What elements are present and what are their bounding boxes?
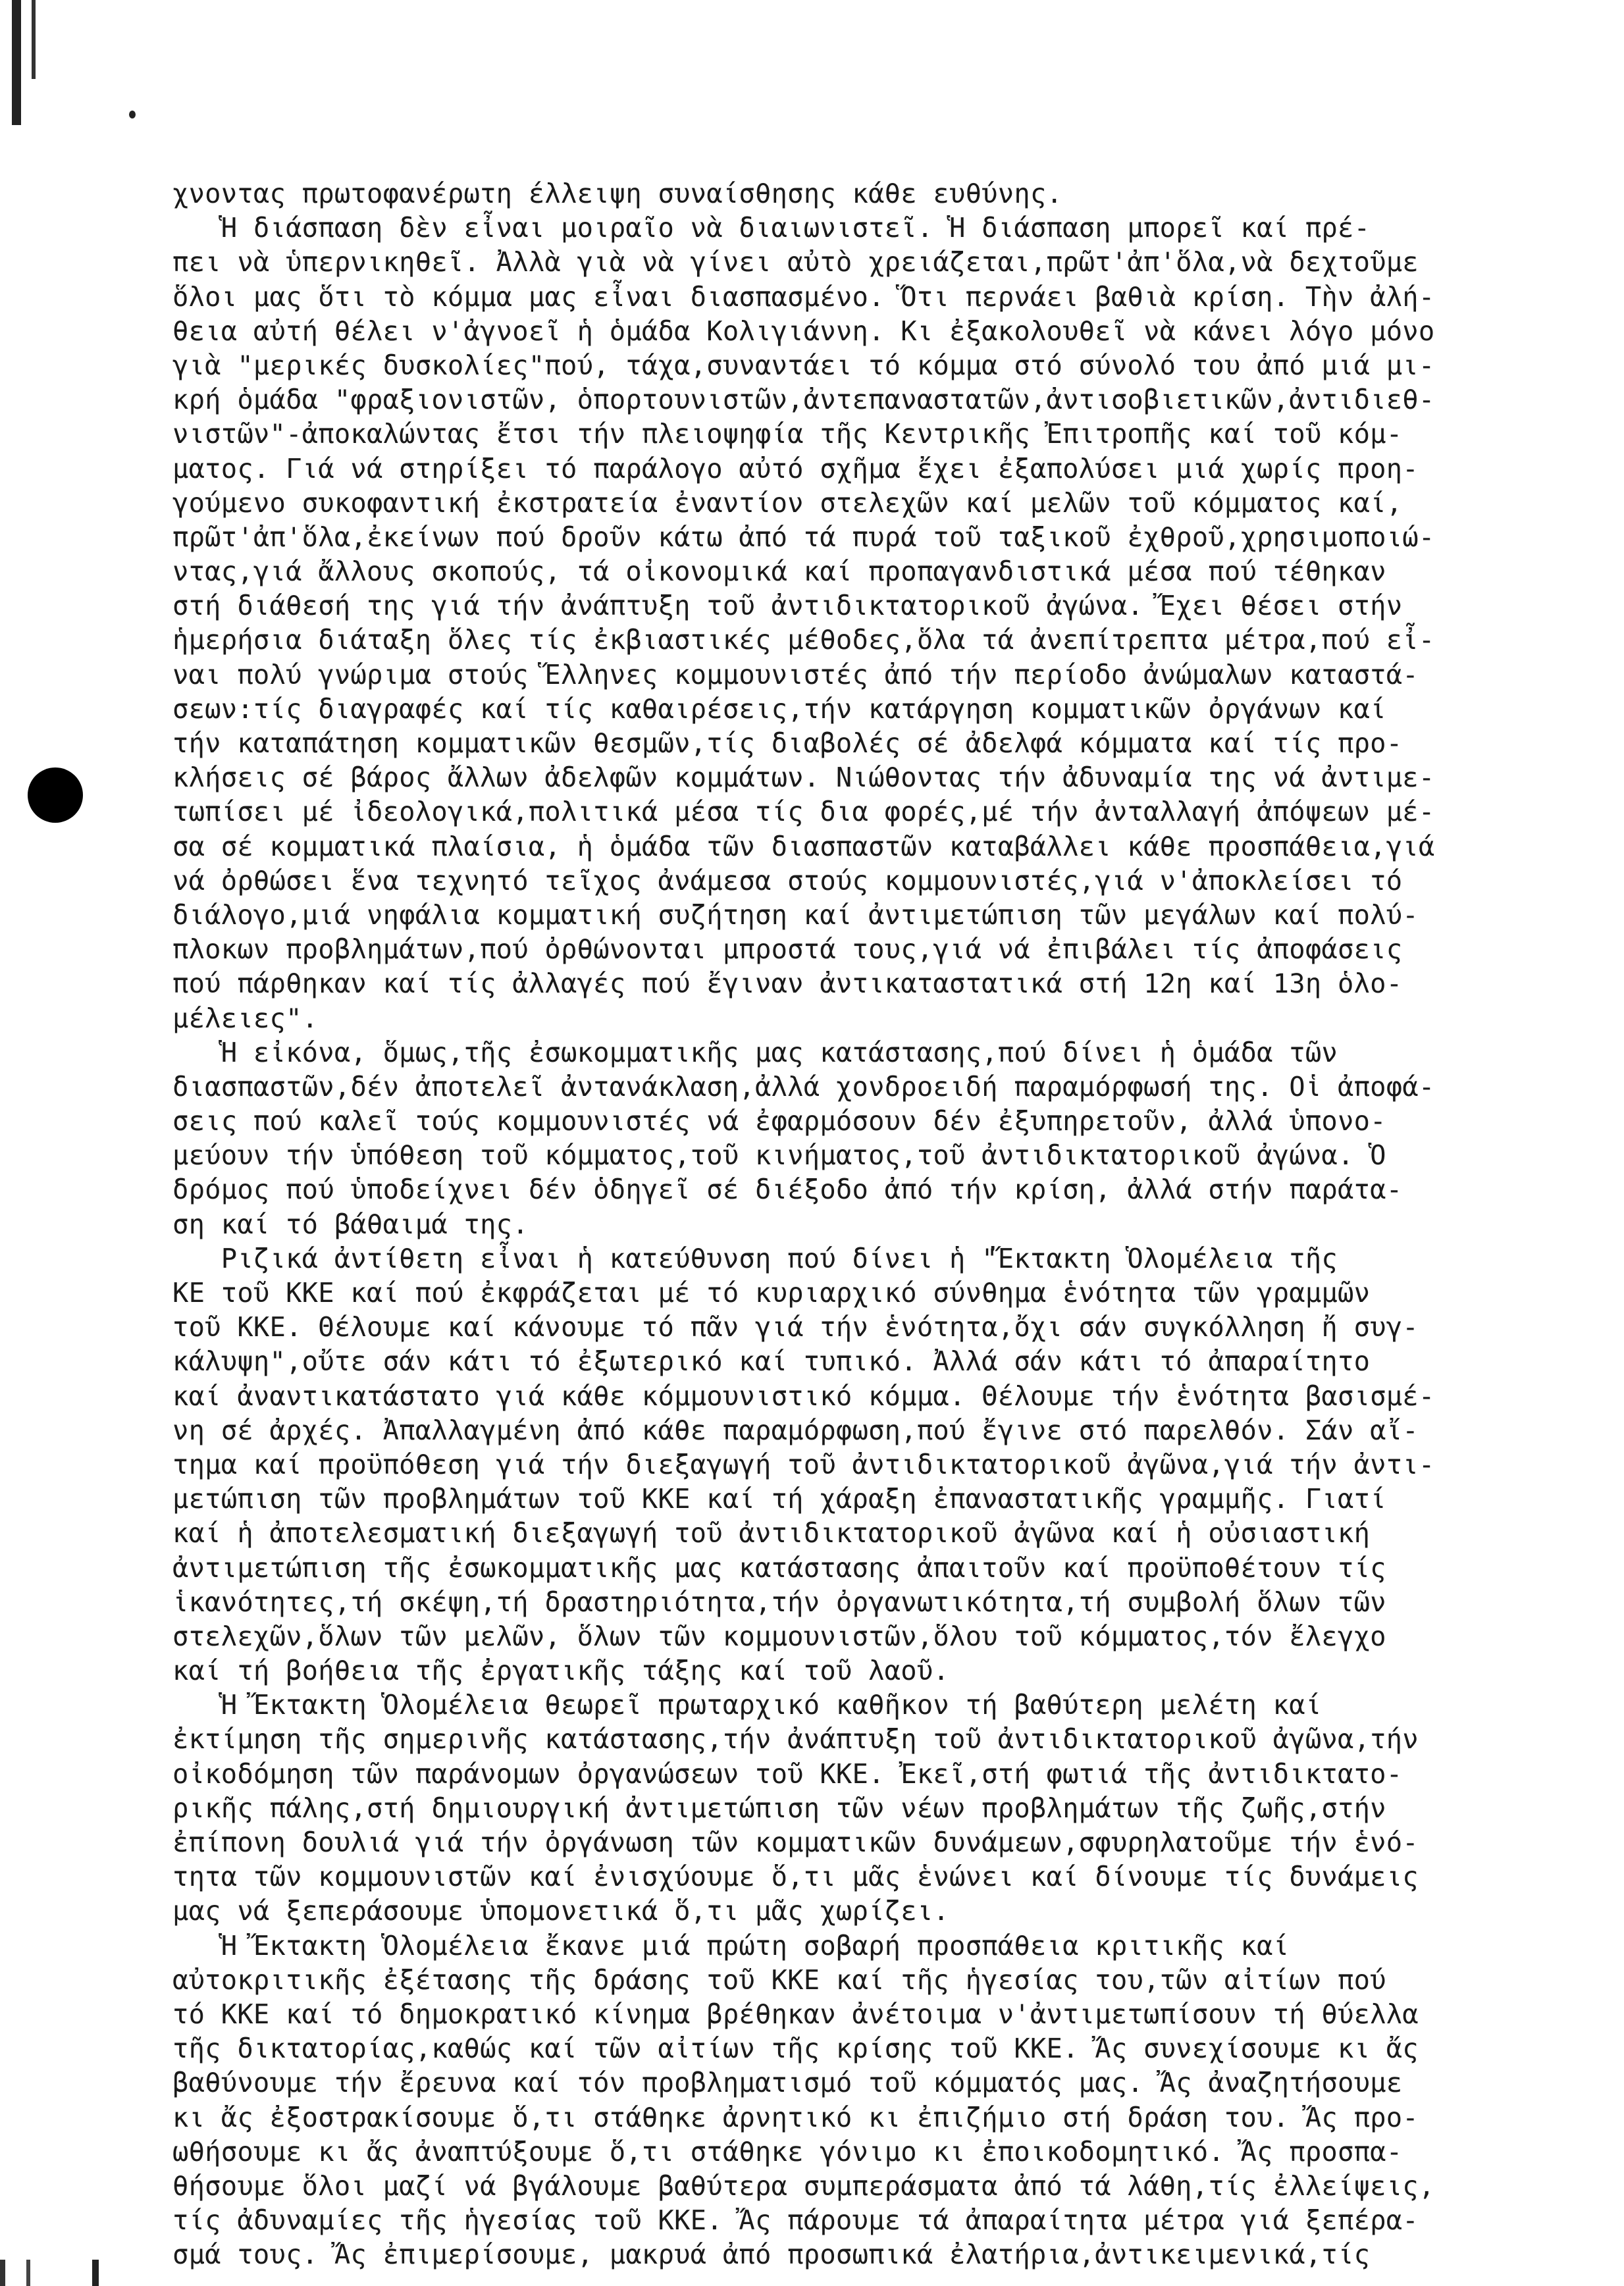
text-line: ντας,γιά ἄλλους σκοπούς, τά οἰκονομικά καί προπαγανδιστικά μέσα πού τέθηκαν <box>172 556 1386 588</box>
text-line: Ἡ Ἔκτακτη Ὁλομέλεια ἔκανε μιά πρώτη σοβαρή προσπάθεια κριτικῆς καί <box>172 1929 1290 1961</box>
text-line: σα σέ κομματικά πλαίσια, ἡ ὁμάδα τῶν διασπαστῶν καταβάλλει κάθε προσπάθεια,γιά <box>172 830 1435 862</box>
text-line: μέλειες". <box>172 1002 319 1034</box>
text-line: σεων:τίς διαγραφές καί τίς καθαιρέσεις,τήν κατάργηση κομματικῶν ὀργάνων καί <box>172 692 1386 725</box>
text-line: τό ΚΚΕ καί τό δημοκρατικό κίνημα βρέθηκαν ἀνέτοιμα ν'ἀντιμετωπίσουν τή θύελλα <box>172 1998 1419 2030</box>
text-line: καί τή βοήθεια τῆς ἐργατικῆς τάξης καί τοῦ λαοῦ. <box>172 1655 949 1687</box>
text-line: δρόμος πού ὑποδείχνει δέν ὁδηγεῖ σέ διέξοδο ἀπό τήν κρίση, ἀλλά στήν παράτα- <box>172 1174 1403 1206</box>
text-line: ὅλοι μας ὅτι τὸ κόμμα μας εἶναι διασπασμένο. Ὅτι περνάει βαθιὰ κρίση. Τὴν ἀλή- <box>172 280 1435 313</box>
text-line: χνοντας πρωτοφανέρωτη έλλειψη συναίσθησης κάθε ευθύνης. <box>172 178 1063 209</box>
text-line: ἐπίπονη δουλιά γιά τήν ὀργάνωση τῶν κομματικῶν δυνάμεων,σφυρηλατοῦμε τήν ἑνό- <box>172 1827 1419 1858</box>
text-line: στελεχῶν,ὅλων τῶν μελῶν, ὅλων τῶν κομμουνιστῶν,ὅλου τοῦ κόμματος,τόν ἔλεγχο <box>172 1620 1386 1652</box>
text-line: πρῶτ'ἀπ'ὅλα,ἐκείνων πού δροῦν κάτω ἀπό τά πυρά τοῦ ταξικοῦ ἐχθροῦ,χρησιμοποιώ- <box>172 521 1435 553</box>
text-line: πλοκων προβλημάτων,πού ὀρθώνονται μπροστά τους,γιά νά ἐπιβάλει τίς ἀποφάσεις <box>172 933 1403 966</box>
typewritten-page-body <box>172 176 1542 2272</box>
text-line: ναι πολύ γνώριμα στούς Ἕλληνες κομμουνιστές ἀπό τήν περίοδο ἀνώμαλων καταστά- <box>172 658 1419 690</box>
text-line: Ἡ εἰκόνα, ὅμως,τῆς ἐσωκομματικῆς μας κατάστασης,πού δίνει ἡ ὁμάδα τῶν <box>172 1036 1338 1068</box>
text-line: τοῦ ΚΚΕ. Θέλουμε καί κάνουμε τό πᾶν γιά τήν ἑνότητα,ὄχι σάν συγκόλληση ἤ συγ- <box>172 1311 1419 1343</box>
text-line: πού πάρθηκαν καί τίς ἀλλαγές πού ἔγιναν ἀντικαταστατικά στή 12η καί 13η ὁλο- <box>172 968 1403 1000</box>
punch-hole <box>28 767 83 823</box>
scan-edge-mark <box>12 0 21 125</box>
text-line: ἡμερήσια διάταξη ὅλες τίς ἐκβιαστικές μέθοδες,ὅλα τά ἀνεπίτρεπτα μέτρα,πού εἶ- <box>172 624 1435 656</box>
ink-speck <box>129 111 136 118</box>
text-line: μετώπιση τῶν προβλημάτων τοῦ ΚΚΕ καί τή χάραξη ἐπαναστατικῆς γραμμῆς. Γιατί <box>172 1483 1386 1515</box>
text-line: τίς ἀδυναμίες τῆς ἡγεσίας τοῦ ΚΚΕ. Ἄς πάρουμε τά ἀπαραίτητα μέτρα γιά ξεπέρα- <box>172 2204 1419 2237</box>
text-line: τῆς δικτατορίας,καθώς καί τῶν αἰτίων τῆς κρίσης τοῦ ΚΚΕ. Ἄς συνεχίσουμε κι ἄς <box>172 2033 1419 2065</box>
text-line: βαθύνουμε τήν ἔρευνα καί τόν προβληματισμό τοῦ κόμματός μας. Ἄς ἀναζητήσουμε <box>172 2067 1403 2099</box>
text-line: σεις πού καλεῖ τούς κομμουνιστές νά ἐφαρμόσουν δέν ἐξυπηρετοῦν, ἀλλά ὑπονο- <box>172 1105 1386 1137</box>
text-line: μεύουν τήν ὑπόθεση τοῦ κόμματος,τοῦ κινήματος,τοῦ ἀντιδικτατορικοῦ ἀγώνα. Ὁ <box>172 1139 1386 1172</box>
text-line: Ἡ Ἔκτακτη Ὁλομέλεια θεωρεῖ πρωταρχικό καθῆκον τή βαθύτερη μελέτη καί <box>172 1689 1322 1721</box>
text-line: αὐτοκριτικῆς ἐξέτασης τῆς δράσης τοῦ ΚΚΕ καί τῆς ἡγεσίας του,τῶν αἰτίων πού <box>172 1963 1386 1996</box>
text-line: γιὰ "μερικές δυσκολίες"πού, τάχα,συναντάει τό κόμμα στό σύνολό του ἀπό μιά μι- <box>172 349 1435 381</box>
scan-edge-mark-thin <box>32 0 36 79</box>
text-line: νιστῶν"-ἀποκαλώντας ἔτσι τήν πλειοψηφία τῆς Κεντρικῆς Ἐπιτροπῆς καί τοῦ κόμ- <box>172 418 1403 450</box>
text-line: τήν καταπάτηση κομματικῶν θεσμῶν,τίς διαβολές σέ ἀδελφά κόμματα καί τίς προ- <box>172 727 1403 759</box>
text-line: κι ἄς ἐξοστρακίσουμε ὅ,τι στάθηκε ἀρνητικό κι ἐπιζήμιο στή δράση του. Ἄς προ- <box>172 2101 1419 2133</box>
text-line: Ριζικά ἀντίθετη εἶναι ἡ κατεύθυνση πού δίνει ἡ "Ἔκτακτη Ὁλομέλεια τῆς <box>172 1242 1338 1274</box>
text-line: ρικῆς πάλης,στή δημιουργική ἀντιμετώπιση τῶν νέων προβλημάτων τῆς ζωῆς,στήν <box>172 1792 1386 1824</box>
text-line: ΚΕ τοῦ ΚΚΕ καί πού ἐκφράζεται μέ τό κυριαρχικό σύνθημα ἑνότητα τῶν γραμμῶν <box>172 1277 1371 1309</box>
text-line: κλήσεις σέ βάρος ἄλλων ἀδελφῶν κομμάτων. Νιώθοντας τήν ἀδυναμία της νά ἀντιμε- <box>172 762 1435 794</box>
text-line: τητα τῶν κομμουνιστῶν καί ἐνισχύουμε ὅ,τι μᾶς ἑνώνει καί δίνουμε τίς δυνάμεις <box>172 1861 1419 1893</box>
text-line: Ἡ διάσπαση δὲν εἶναι μοιραῖο νὰ διαιωνιστεῖ. Ἡ διάσπαση μπορεῖ καί πρέ- <box>172 212 1371 244</box>
text-line: στή διάθεσή της γιά τήν ἀνάπτυξη τοῦ ἀντιδικτατορικοῦ ἀγώνα. Ἔχει θέσει στήν <box>172 590 1403 622</box>
text-line: καί ἀναντικατάστατο γιά κάθε κόμμουνιστικό κόμμα. Θέλουμε τήν ἑνότητα βασισμέ- <box>172 1380 1435 1412</box>
text-line: θεια αὐτή θέλει ν'ἀγνοεῖ ἡ ὁμάδα Κολιγιάννη. Κι ἐξακολουθεῖ νὰ κάνει λόγο μόνο <box>172 315 1435 347</box>
text-line: νά ὀρθώσει ἕνα τεχνητό τεῖχος ἀνάμεσα στούς κομμουνιστές,γιά ν'ἀποκλείσει τό <box>172 864 1403 896</box>
text-line: ἐκτίμηση τῆς σημερινῆς κατάστασης,τήν ἀνάπτυξη τοῦ ἀντιδικτατορικοῦ ἀγῶνα,τήν <box>172 1723 1419 1755</box>
text-line: καί ἡ ἀποτελεσματική διεξαγωγή τοῦ ἀντιδικτατορικοῦ ἀγῶνα καί ἡ οὐσιαστική <box>172 1517 1371 1549</box>
text-line: τωπίσει μέ ἰδεολογικά,πολιτικά μέσα τίς δια φορές,μέ τήν ἀνταλλαγή ἀπόψεων μέ- <box>172 796 1435 828</box>
text-line: ἱκανότητες,τή σκέψη,τή δραστηριότητα,τήν ὀργανωτικότητα,τή συμβολή ὅλων τῶν <box>172 1586 1386 1618</box>
text-line: διάλογο,μιά νηφάλια κομματική συζήτηση καί ἀντιμετώπιση τῶν μεγάλων καί πολύ- <box>172 898 1419 931</box>
text-line: ματος. Γιά νά στηρίξει τό παράλογο αὐτό σχῆμα ἔχει ἐξαπολύσει μιά χωρίς προη- <box>172 452 1419 484</box>
text-line: πει νὰ ὑπερνικηθεῖ. Ἀλλὰ γιὰ νὰ γίνει αὐτὸ χρειάζεται,πρῶτ'ἀπ'ὅλα,νὰ δεχτοῦμε <box>172 246 1419 278</box>
text-line: γούμενο συκοφαντική ἐκστρατεία ἐναντίον στελεχῶν καί μελῶν τοῦ κόμματος καί, <box>172 486 1403 519</box>
text-line: κάλυψη",οὔτε σάν κάτι τό ἐξωτερικό καί τυπικό. Ἀλλά σάν κάτι τό ἀπαραίτητο <box>172 1345 1371 1378</box>
text-line: ση καί τό βάθαιμά της. <box>172 1208 529 1240</box>
text-line: θήσουμε ὅλοι μαζί νά βγάλουμε βαθύτερα συμπεράσματα ἀπό τά λάθη,τίς ἐλλείψεις, <box>172 2169 1435 2202</box>
text-line: νη σέ ἀρχές. Ἀπαλλαγμένη ἀπό κάθε παραμόρφωση,πού ἔγινε στό παρελθόν. Σάν αἴ- <box>172 1414 1419 1446</box>
text-line: τημα καί προϋπόθεση γιά τήν διεξαγωγή τοῦ ἀντιδικτατορικοῦ ἀγῶνα,γιά τήν ἀντι- <box>172 1448 1435 1480</box>
text-line: μας νά ξεπεράσουμε ὑπομονετικά ὅ,τι μᾶς χωρίζει. <box>172 1895 949 1927</box>
text-line: ωθήσουμε κι ἄς ἀναπτύξουμε ὅ,τι στάθηκε γόνιμο κι ἐποικοδομητικό. Ἄς προσπα- <box>172 2135 1403 2168</box>
text-line: κρή ὁμάδα "φραξιονιστῶν, ὁπορτουνιστῶν,ἀντεπαναστατῶν,ἀντισοβιετικῶν,ἀντιδιεθ- <box>172 384 1435 416</box>
text-line: διασπαστῶν,δέν ἀποτελεῖ ἀντανάκλαση,ἀλλά χονδροειδή παραμόρφωσή της. Οἱ ἀποφά- <box>172 1070 1435 1103</box>
scan-bottom-mark <box>0 2260 145 2286</box>
text-line: σμά τους. Ἄς ἐπιμερίσουμε, μακρυά ἀπό προσωπικά ἐλατήρια,ἀντικειμενικά,τίς <box>172 2239 1371 2271</box>
text-line: οἰκοδόμηση τῶν παράνομων ὀργανώσεων τοῦ ΚΚΕ. Ἐκεῖ,στή φωτιά τῆς ἀντιδικτατο- <box>172 1757 1403 1790</box>
text-line: ἀντιμετώπιση τῆς ἐσωκομματικῆς μας κατάστασης ἀπαιτοῦν καί προϋποθέτουν τίς <box>172 1551 1386 1584</box>
